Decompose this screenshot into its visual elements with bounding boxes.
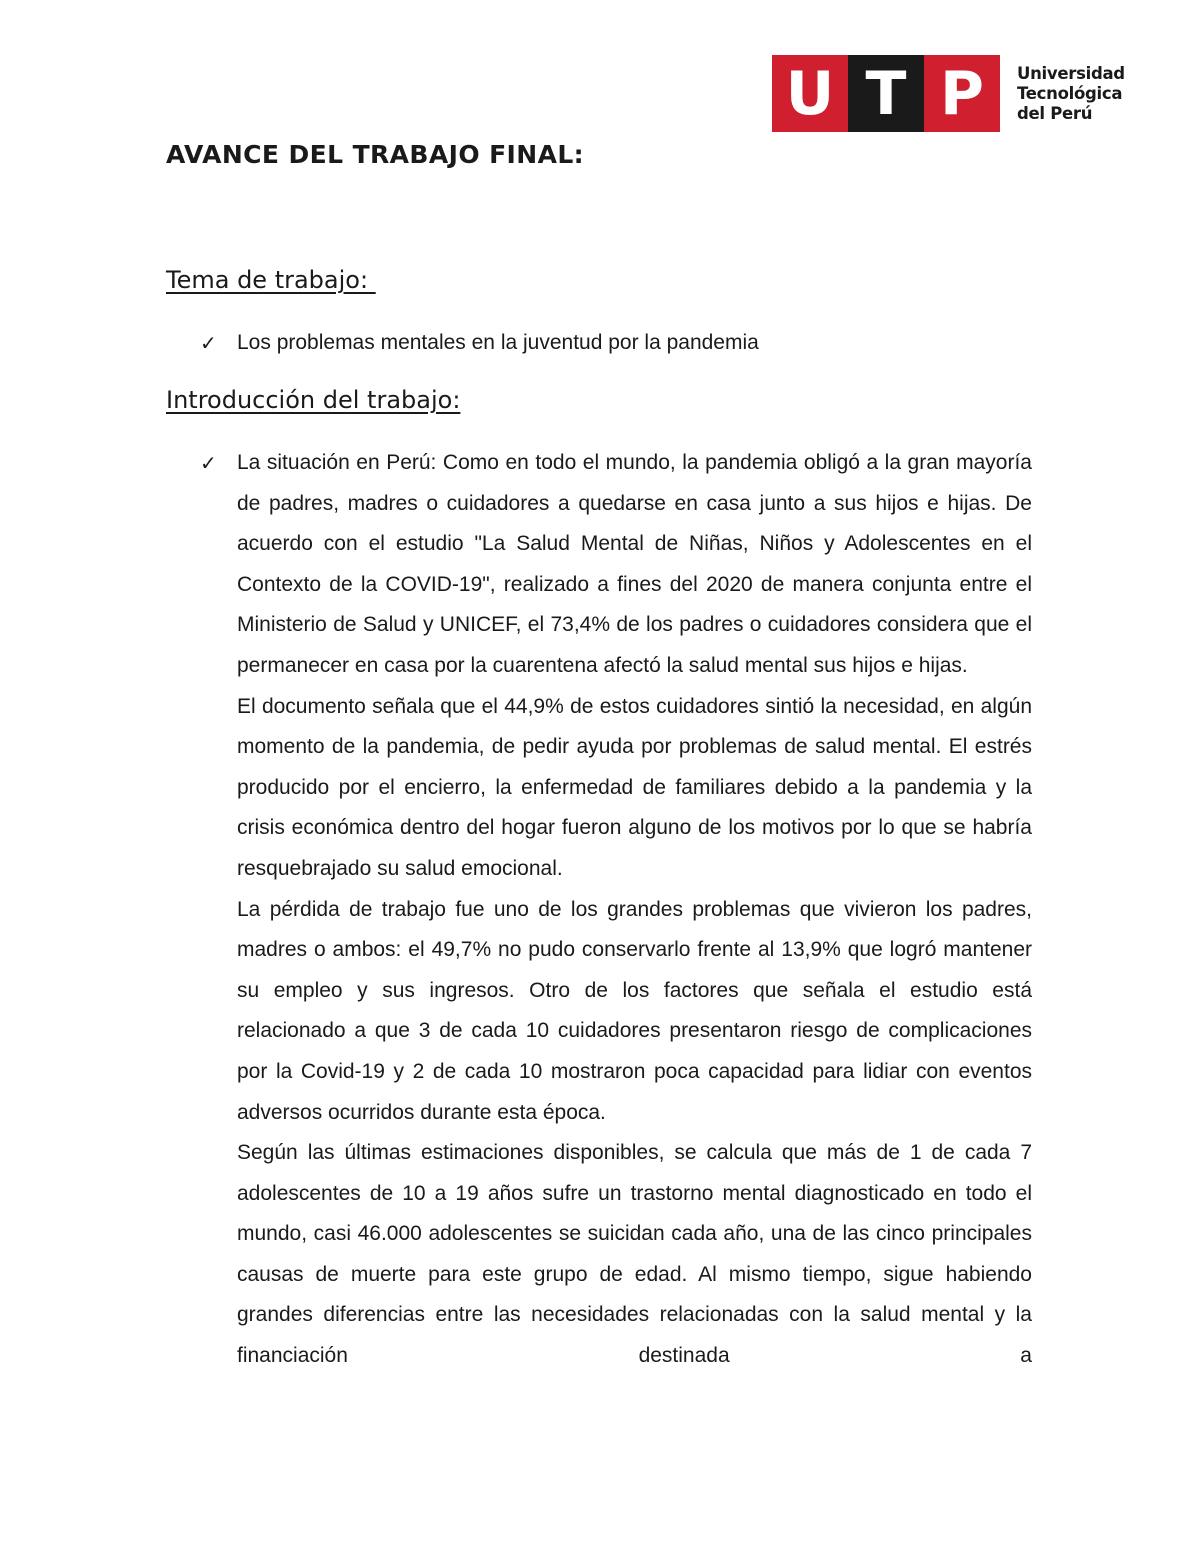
checkmark-icon: ✓ [200,331,217,355]
intro-paragraph-1: La situación en Perú: Como en todo el mundo, la pandemia obligó a la gran mayoría de padres, madres o cuidadores a quedarse en casa junto a sus hijos e hijas. De acuerdo con el estudio "La Salud Mental de Niñas, Niños y Adolescentes en el Contexto de la COVID-19", realizado a fines del 2020 de manera conjunta entre el Ministerio de Salud y UNICEF, el 73,4% de los padres o cuidadores considera que el permanecer en casa por la cuarentena afectó la salud mental sus hijos e hijas. [237,451,1032,677]
logo-line-3: del Perú [1017,103,1093,123]
intro-heading: Introducción del trabajo: [166,386,461,414]
intro-bullet-text [237,443,1032,1377]
logo-wordmark [1017,64,1125,124]
tema-heading: Tema de trabajo: [166,266,376,294]
utp-logo [772,55,1125,132]
tema-bullet-text [237,323,1032,364]
logo-letter-p: P [924,55,1000,132]
intro-paragraph-3: La pérdida de trabajo fue uno de los grandes problemas que vivieron los padres, madres o ambos: el 49,7% no pudo conservarlo frente al 13,9% que logró mantener su empleo y sus ingresos. Otro de los factores que señala el estudio está relacionado a que 3 de cada 10 cuidadores presentaron riesgo de complicaciones por la Covid-19 y 2 de cada 10 mostraron poca capacidad para lidiar con eventos adversos ocurridos durante esta época. [237,897,1032,1124]
logo-mark [772,55,1000,132]
logo-line-1: Universidad [1017,63,1125,83]
tema-bullet [200,323,1032,364]
checkmark-icon: ✓ [200,451,217,475]
tema-text: Los problemas mentales en la juventud por la pandemia [237,331,759,354]
document-title: AVANCE DEL TRABAJO FINAL: [166,140,585,169]
intro-paragraph-4: Según las últimas estimaciones disponibles, se calcula que más de 1 de cada 7 adolescentes de 10 a 19 años sufre un trastorno mental diagnosticado en todo el mundo, casi 46.000 adolescentes se suicidan cada año, una de las cinco principales causas de muerte para este grupo de edad. Al mismo tiempo, sigue habiendo grandes diferencias entre las necesidades relacionadas con la salud mental y la financiación destinada a [237,1141,1032,1368]
intro-paragraph-2: El documento señala que el 44,9% de estos cuidadores sintió la necesidad, en algún momento de la pandemia, de pedir ayuda por problemas de salud mental. El estrés producido por el encierro, la enfermedad de familiares debido a la pandemia y la crisis económica dentro del hogar fueron alguno de los motivos por lo que se habría resquebrajado su salud emocional. [237,694,1032,880]
logo-line-2: Tecnológica [1017,83,1123,103]
logo-letter-t: T [848,55,924,132]
intro-bullet [200,443,1032,1377]
logo-letter-u: U [772,55,848,132]
